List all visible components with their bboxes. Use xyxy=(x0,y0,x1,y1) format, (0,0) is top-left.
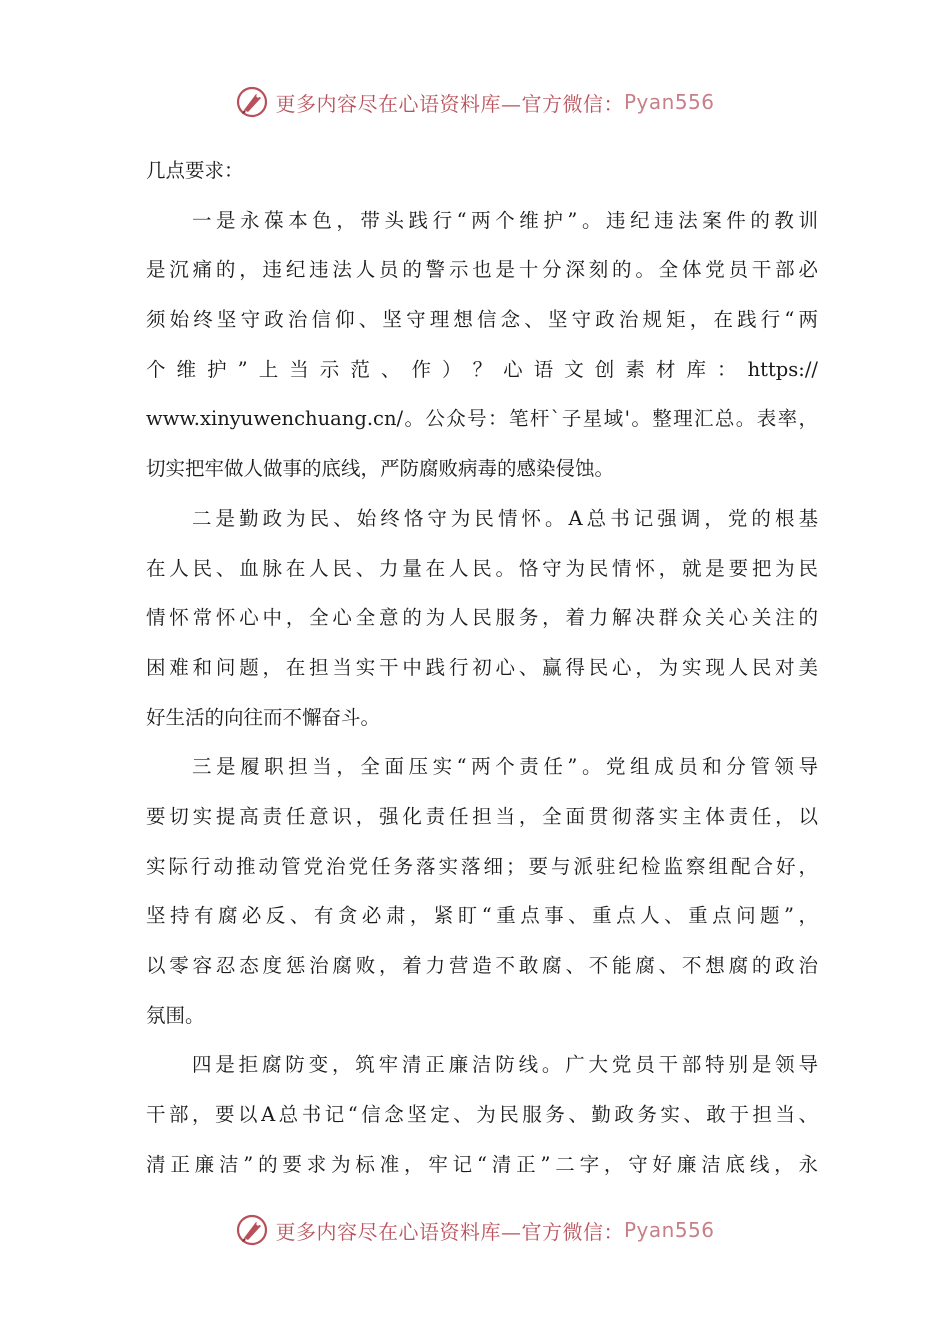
text-line: 情怀常怀心中，全心全意的为人民服务，着力解决群众关心关注的 xyxy=(146,606,818,630)
text-line: 好生活的向往而不懈奋斗。 xyxy=(146,705,381,729)
text-line: 三是履职担当，全面压实“两个责任”。党组成员和分管领导 xyxy=(192,755,818,779)
document-body xyxy=(146,146,818,1189)
text-line: 要切实提高责任意识，强化责任担当，全面贯彻落实主体责任，以 xyxy=(146,804,818,828)
watermark-banner-top xyxy=(0,80,950,124)
text-line: 须始终坚守政治信仰、坚守理想信念、坚守政治规矩，在践行“两 xyxy=(146,308,818,332)
text-line: 清正廉洁”的要求为标准，牢记“清正”二字，守好廉洁底线，永 xyxy=(146,1152,818,1176)
text-line: 一是永葆本色，带头践行“两个维护”。违纪违法案件的教训 xyxy=(192,208,818,232)
text-line: 四是拒腐防变，筑牢清正廉洁防线。广大党员干部特别是领导 xyxy=(192,1053,818,1077)
watermark-text: 更多内容尽在心语资料库—官方微信： xyxy=(275,1219,624,1244)
text-line: 二是勤政为民、始终恪守为民情怀。A总书记强调，党的根基 xyxy=(192,506,818,530)
text-line: 氛围。 xyxy=(146,1003,205,1027)
watermark-text: 更多内容尽在心语资料库—官方微信： xyxy=(275,91,624,116)
text-line: 个维护”上当示范、作）？心语文创素材库：https:// xyxy=(146,357,818,381)
pen-nib-logo-icon xyxy=(235,1213,269,1247)
text-line: www.xinyuwenchuang.cn/。公众号：笔杆`子星域'。整理汇总。表率， xyxy=(146,407,818,431)
text-line: 干部，要以A总书记“信念坚定、为民服务、勤政务实、敢于担当、 xyxy=(146,1103,818,1127)
pen-nib-logo-icon xyxy=(235,85,269,119)
watermark-banner-bottom xyxy=(0,1208,950,1252)
text-line: 几点要求： xyxy=(146,159,244,182)
text-line: 坚持有腐必反、有贪必肃，紧盯“重点事、重点人、重点问题”， xyxy=(146,904,818,928)
text-line: 在人民、血脉在人民、力量在人民。恪守为民情怀，就是要把为民 xyxy=(146,556,818,580)
text-line: 是沉痛的，违纪违法人员的警示也是十分深刻的。全体党员干部必 xyxy=(146,258,818,282)
text-line: 以零容忍态度惩治腐败，着力营造不敢腐、不能腐、不想腐的政治 xyxy=(146,954,818,977)
watermark-wechat-id: Pyan556 xyxy=(623,1218,715,1242)
text-line: 困难和问题，在担当实干中践行初心、赢得民心，为实现人民对美 xyxy=(146,655,818,679)
text-line: 切实把牢做人做事的底线，严防腐败病毒的感染侵蚀。 xyxy=(146,457,615,481)
watermark-wechat-id: Pyan556 xyxy=(623,90,715,114)
text-line: 实际行动推动管党治党任务落实落细；要与派驻纪检监察组配合好， xyxy=(146,854,818,878)
